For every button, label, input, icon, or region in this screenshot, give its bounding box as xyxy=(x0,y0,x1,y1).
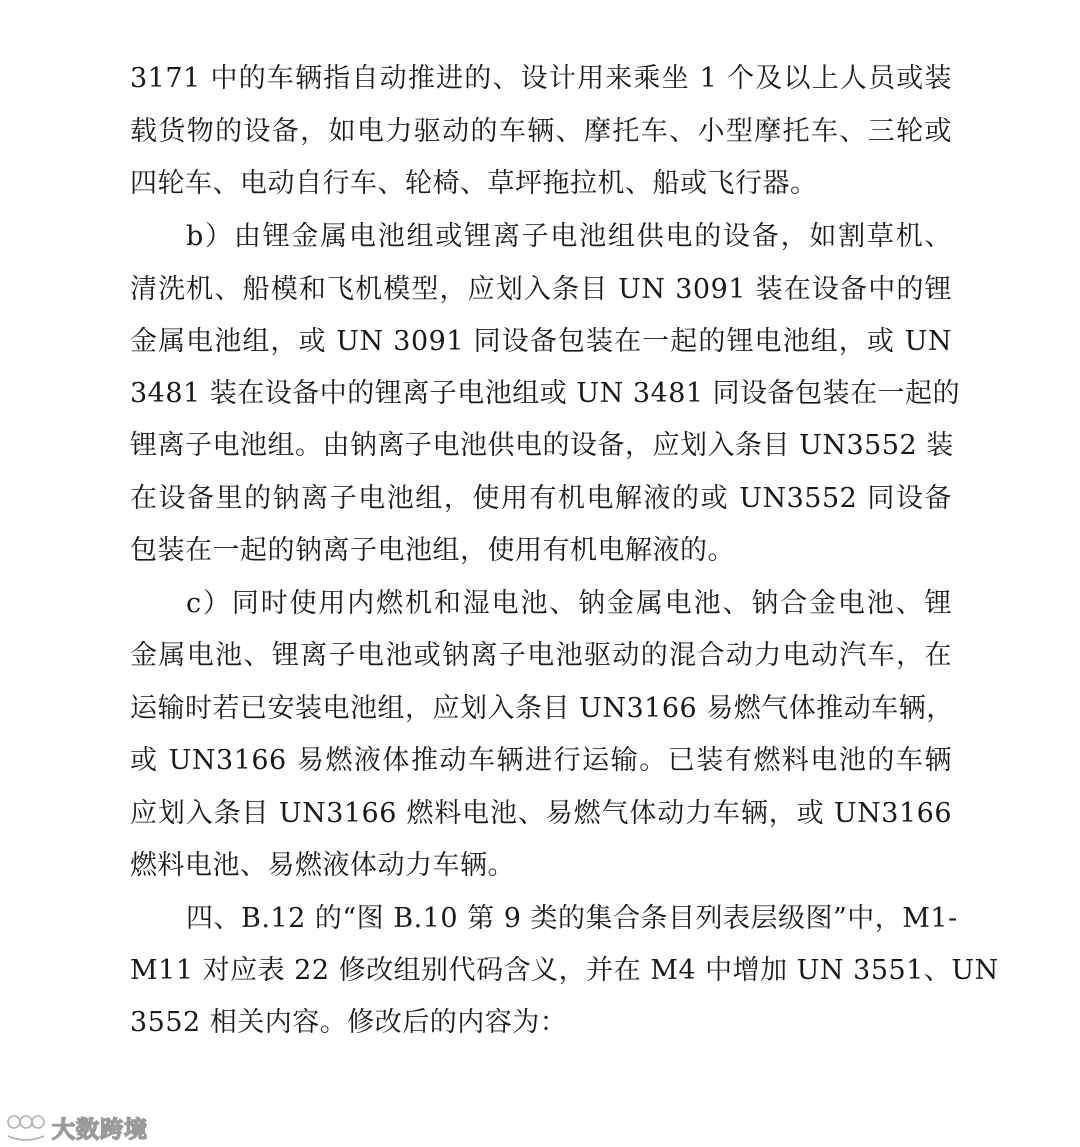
brand-logo-icon xyxy=(4,1112,48,1142)
text-line-3: 四轮车、电动自行车、轮椅、草坪拖拉机、船或飞行器。 xyxy=(130,168,818,199)
text-line-2: 载货物的设备，如电力驱动的车辆、摩托车、小型摩托车、三轮或 xyxy=(130,116,952,147)
watermark-text: 大数跨境 xyxy=(52,1116,148,1143)
text-line-19: 3552 相关内容。修改后的内容为： xyxy=(130,1007,568,1038)
text-line-7: 3481 装在设备中的锂离子电池组或 UN 3481 同设备包装在一起的 xyxy=(130,378,961,409)
text-line-17: 四、B.12 的“图 B.10 第 9 类的集合条目列表层级图”中，M1- xyxy=(186,903,958,934)
text-line-4: b）由锂金属电池组或锂离子电池组供电的设备，如割草机、 xyxy=(186,221,952,252)
text-line-5: 清洗机、船模和飞机模型，应划入条目 UN 3091 装在设备中的锂 xyxy=(130,274,952,305)
text-line-1: 3171 中的车辆指自动推进的、设计用来乘坐 1 个及以上人员或装 xyxy=(130,63,952,94)
text-line-10: 包装在一起的钠离子电池组，使用有机电解液的。 xyxy=(130,535,735,566)
text-line-14: 或 UN3166 易燃液体推动车辆进行运输。已装有燃料电池的车辆 xyxy=(130,745,952,776)
text-line-6: 金属电池组，或 UN 3091 同设备包装在一起的锂电池组，或 UN xyxy=(130,326,952,357)
text-line-8: 锂离子电池组。由钠离子电池供电的设备，应划入条目 UN3552 装 xyxy=(130,430,954,461)
text-line-9: 在设备里的钠离子电池组，使用有机电解液的或 UN3552 同设备 xyxy=(130,483,952,514)
text-line-18: M11 对应表 22 修改组别代码含义，并在 M4 中增加 UN 3551、UN xyxy=(130,955,999,986)
text-line-11: c）同时使用内燃机和湿电池、钠金属电池、钠合金电池、锂 xyxy=(186,588,952,619)
watermark xyxy=(4,1109,148,1145)
text-line-15: 应划入条目 UN3166 燃料电池、易燃气体动力车辆，或 UN3166 xyxy=(130,798,952,829)
text-line-13: 运输时若已安装电池组，应划入条目 UN3166 易燃气体推动车辆， xyxy=(130,693,954,724)
text-line-16: 燃料电池、易燃液体动力车辆。 xyxy=(130,850,515,881)
text-line-12: 金属电池、锂离子电池或钠离子电池驱动的混合动力电动汽车，在 xyxy=(130,640,952,671)
